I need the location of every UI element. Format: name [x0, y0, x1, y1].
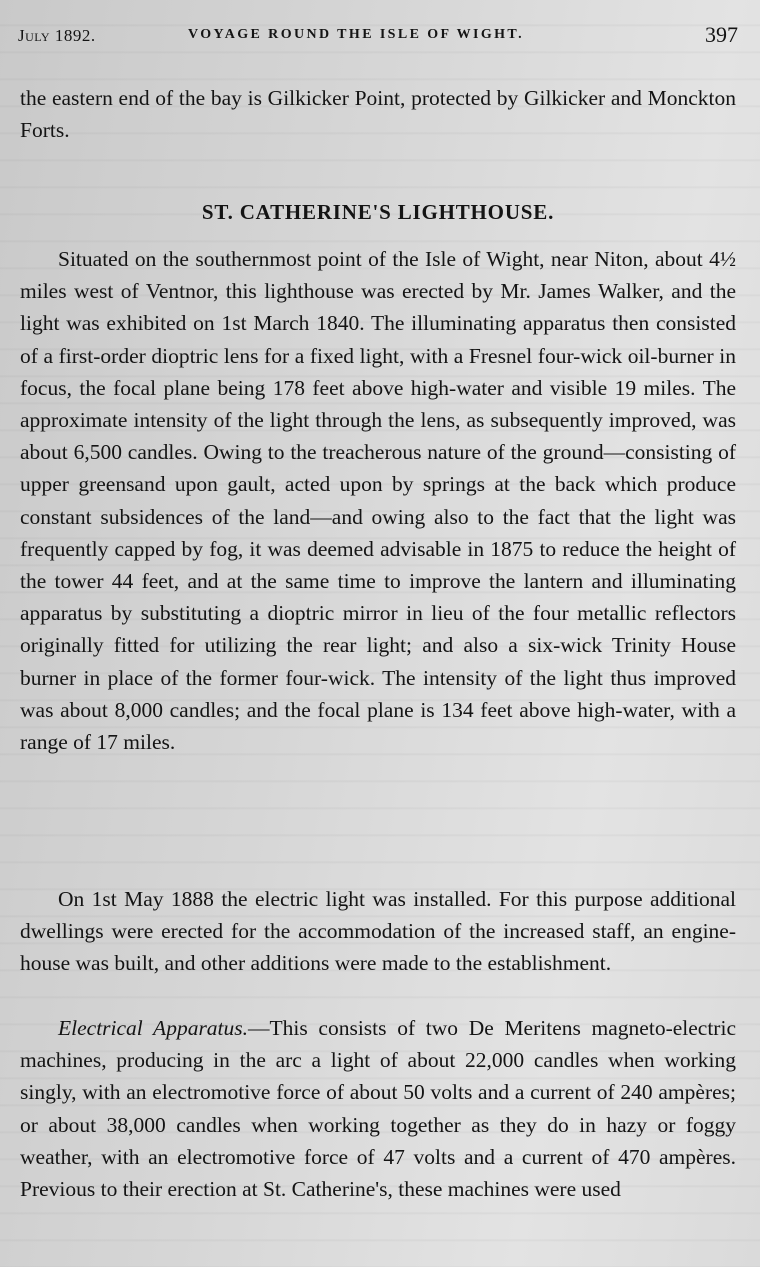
paragraph-electrical-apparatus — [20, 1012, 736, 1205]
page-number: 397 — [705, 22, 738, 47]
continuation-paragraph: the eastern end of the bay is Gilkicker Point, protected by Gilkicker and Monckton Forts. — [20, 86, 736, 143]
header-running-title: VOYAGE ROUND THE ISLE OF WIGHT. — [188, 27, 525, 42]
paragraph-lighthouse-history: Situated on the southernmost point of the Isle of Wight, near Niton, about 4½ miles west of Ventnor, this lighthouse was erected by Mr. James Walker, and the light was exhibited on 1st March 1840. The illuminating apparatus then consisted of a first-order dioptric lens for a fixed light, with a Fresnel four-wick oil-burner in focus, the focal plane being 178 feet above high-water and visible 19 miles. The approximate intensity of the light through the lens, as subsequently improved, was about 6,500 candles. Owing to the treacherous nature of the ground—consisting of upper greensand upon gault, acted upon by springs at the back which produce constant subsidences of the land—and owing also to the fact that the light was frequently capped by fog, it was deemed advisable in 1875 to reduce the height of the tower 44 feet, and at the same time to improve the lantern and illuminating apparatus by substituting a dioptric mirror in lieu of the four metallic reflectors originally fitted for utilizing the rear light; and also a six-wick Trinity House burner in place of the former four-wick. The intensity of the light thus improved was about 8,000 candles; and the focal plane is 134 feet above high-water, with a range of 17 miles. — [20, 247, 736, 755]
paragraph-body-electrical-apparatus: —This consists of two De Meritens magneto-electric machines, producing in the arc a light of about 22,000 candles when working singly, with an electromotive force of about 50 volts and a current of 240 ampères; or about 38,000 candles when working together as they do in hazy or foggy weather, with an electromotive force of 47 volts and a current of 470 ampères. Previous to their erection at St. Catherine's, these machines were used — [20, 1016, 736, 1202]
paragraph-heading-electrical-apparatus: Electrical Apparatus. — [58, 1016, 249, 1040]
running-header — [18, 24, 738, 48]
section-title: ST. CATHERINE'S LIGHTHOUSE. — [201, 200, 555, 224]
header-date: July 1892. — [18, 26, 96, 45]
paragraph-electric-light: On 1st May 1888 the electric light was installed. For this purpose additional dwellings were erected for the accommodation of the increased staff, an engine-house was built, and other additions were made to the establishment. — [20, 887, 736, 976]
